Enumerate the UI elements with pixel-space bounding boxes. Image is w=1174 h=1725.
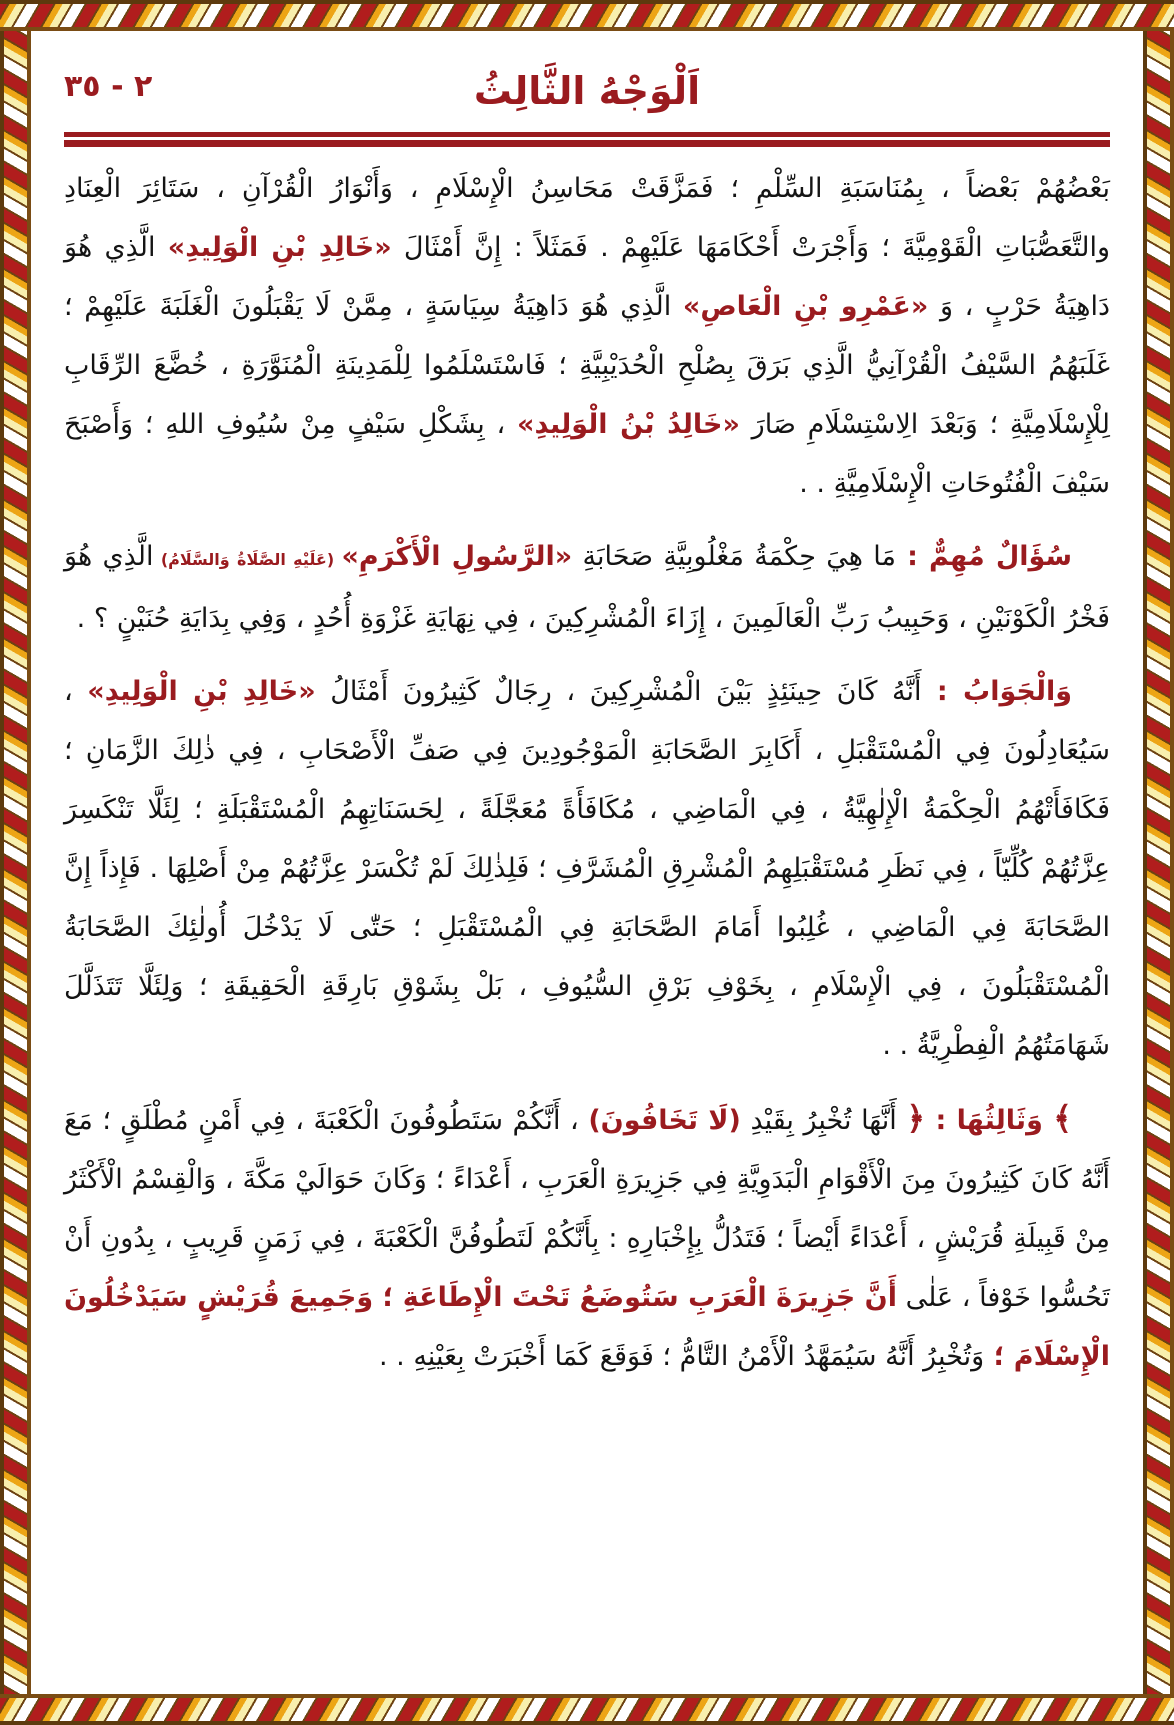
paragraph xyxy=(64,527,1110,648)
page-header xyxy=(64,61,1110,147)
ornamental-border-top xyxy=(0,0,1174,31)
third-point-label: وَثَالِثُهَا : xyxy=(925,1104,1054,1136)
ornamental-border-left xyxy=(0,0,31,1725)
text-segment: وَتُخْبِرُ أَنَّهُ سَيُمَهَّدُ الْأَمْنُ التَّامُّ ؛ فَوَقَعَ كَمَا أَخْبَرَتْ بِعَيْنِهِ . . xyxy=(378,1340,985,1372)
paragraph xyxy=(64,1089,1110,1386)
divider-line-thick xyxy=(64,140,1110,147)
divider-line-thin xyxy=(64,132,1110,137)
text-segment: الَّذِي هُوَ فَخْرُ الْكَوْنَيْنِ ، وَحَبِيبُ رَبِّ الْعَالَمِينَ ، إِزَاءَ الْمُشْرِكِينَ ، فِي نِهَايَةِ غَزْوَةِ أُحُدٍ ، وَفِي بِدَايَةِ حُنَيْنٍ ؟ . xyxy=(64,540,1110,634)
salawat-symbol: (عَلَيْهِ الصَّلَاةُ وَالسَّلَامُ) xyxy=(153,549,342,569)
text-segment: ، بِشَكْلِ سَيْفٍ مِنْ سُيُوفِ اللهِ ؛ وَأَصْبَحَ سَيْفَ الْفُتُوحَاتِ الْإِسْلَامِيَّةِ . . xyxy=(64,408,1110,499)
text-segment: الَّذِي هُوَ دَاهِيَةُ حَرْبٍ ، وَ xyxy=(64,231,1110,322)
page-number: ٢ - ٣٥ xyxy=(64,69,153,104)
ornamental-bracket: ﴿ xyxy=(906,1098,926,1137)
text-segment: الَّذِي هُوَ دَاهِيَةُ سِيَاسَةٍ ، مِمَّنْ لَا يَقْبَلُونَ الْغَلَبَةَ عَلَيْهِمْ ؛ غَلَبَهُمُ السَّيْفُ الْقُرْآنِيُّ الَّذِي بَرَقَ بِصُلْحِ الْحُدَيْبِيَّةِ ؛ فَاسْتَسْلَمُوا لِلْمَدِينَةِ الْمُنَوَّرَةِ ، خُضَّعَ الرِّقَابِ لِلْإِسْلَامِيَّةِ ؛ وَبَعْدَ الِاسْتِسْلَامِ صَارَ xyxy=(64,290,1111,440)
ornamental-bracket: ﴾ xyxy=(1053,1098,1072,1137)
text-segment: ، أَنَّكُمْ سَتَطُوفُونَ الْكَعْبَةَ ، فِي أَمْنٍ مُطْلَقٍ ؛ مَعَ أَنَّهُ كَانَ كَثِيرُونَ مِنَ الْأَقْوَامِ الْبَدَوِيَّةِ فِي جَزِيرَةِ الْعَرَبِ ، أَعْدَاءً ؛ وَكَانَ حَوَالَيْ مَكَّةَ ، وَالْقِسْمُ الْأَكْثَرُ مِنْ قَبِيلَةِ قُرَيْشٍ ، أَعْدَاءً أَيْضاً ؛ فَتَدُلُّ بِإِخْبَارِهِ : بِأَنَّكُمْ لَتَطُوفُنَّ الْكَعْبَةَ ، فِي زَمَنٍ قَرِيبٍ ، بِدُونِ أَنْ تَحُسُّوا خَوْفاً ، عَلٰى xyxy=(64,1104,1110,1313)
name-highlight-khalid: «خَالِدُ بْنُ الْوَلِيدِ» xyxy=(517,408,740,440)
question-label: سُؤَالٌ مُهِمٌّ : xyxy=(895,540,1072,572)
ornamental-border-bottom xyxy=(0,1694,1174,1725)
quran-quote: (لَا تَخَافُونَ) xyxy=(588,1104,741,1136)
text-segment: بَعْضُهُمْ بَعْضاً ، بِمُنَاسَبَةِ السِّلْمِ ؛ فَمَزَّقَتْ مَحَاسِنُ الْإِسْلَامِ ، وَأَنْوَارُ الْقُرْآنِ ، سَتَائِرَ الْعِنَادِ والتَّعَصُّبَاتِ الْقَوْمِيَّةَ ؛ وَأَجْرَتْ أَحْكَامَهَا عَلَيْهِمْ . فَمَثَلاً : إِنَّ أَمْثَالَ xyxy=(64,172,1111,263)
page-content xyxy=(31,31,1143,1694)
text-segment: مَا هِيَ حِكْمَةُ مَغْلُوبِيَّةِ صَحَابَةِ xyxy=(572,540,896,572)
ornamental-border-right xyxy=(1143,0,1174,1725)
header-divider xyxy=(64,132,1110,147)
answer-label: وَالْجَوَابُ : xyxy=(921,675,1073,707)
name-highlight-rasul: «الرَّسُولِ الْأَكْرَمِ» xyxy=(341,540,573,572)
name-highlight-amr: «عَمْرِو بْنِ الْعَاصِ» xyxy=(682,290,929,322)
emphasis-red: أَنَّ جَزِيرَةَ الْعَرَبِ سَتُوضَعُ تَحْتَ الْإِطَاعَةِ ؛ وَجَمِيعَ قُرَيْشٍ سَيَدْخُلُونَ الْإِسْلَامَ ؛ xyxy=(64,1281,1110,1372)
paragraph xyxy=(64,662,1110,1075)
text-segment: أَنَّهَا تُخْبِرُ بِقَيْدِ xyxy=(740,1104,907,1136)
body-text xyxy=(64,159,1110,1386)
name-highlight-khalid: «خَالِدِ بْنِ الْوَلِيدِ» xyxy=(167,231,392,263)
text-segment: ، سَيُعَادِلُونَ فِي الْمُسْتَقْبَلِ ، أَكَابِرَ الصَّحَابَةِ الْمَوْجُودِينَ فِي صَفِّ الْأَصْحَابِ ، فِي ذٰلِكَ الزَّمَانِ ؛ فَكَافَأَتْهُمُ الْحِكْمَةُ الْإِلٰهِيَّةُ ، فِي الْمَاضِي ، مُكَافَأَةً مُعَجَّلَةً ، لِحَسَنَاتِهِمُ الْمُسْتَقْبَلَةِ ؛ لِئَلَّا تَنْكَسِرَ عِزَّتُهُمْ كُلِّيّاً ، فِي نَظَرِ مُسْتَقْبَلِهِمُ الْمُشْرِقِ الْمُشَرَّفِ ؛ فَلِذٰلِكَ لَمْ تُكْسَرْ عِزَّتُهُمْ مِنْ أَصْلِهَا . فَإِذاً إِنَّ الصَّحَابَةَ فِي الْمَاضِي ، غُلِبُوا أَمَامَ الصَّحَابَةِ فِي الْمُسْتَقْبَلِ ؛ حَتّٰى لَا يَدْخُلَ أُولٰئِكَ الصَّحَابَةُ الْمُسْتَقْبَلُونَ ، فِي الْإِسْلَامِ ، بِخَوْفِ بَرْقِ السُّيُوفِ ، بَلْ بِشَوْقِ بَارِقَةِ الْحَقِيقَةِ ؛ وَلِئَلَّا تَتَذَلَّلَ شَهَامَتُهُمُ الْفِطْرِيَّةُ . . xyxy=(64,675,1110,1061)
text-segment: أَنَّهُ كَانَ حِينَئِذٍ بَيْنَ الْمُشْرِكِينَ ، رِجَالٌ كَثِيرُونَ أَمْثَالُ xyxy=(315,675,922,707)
paragraph xyxy=(64,159,1110,513)
name-highlight-khalid: «خَالِدِ بْنِ الْوَلِيدِ» xyxy=(87,675,316,707)
page-title: اَلْوَجْهُ الثَّالِثُ xyxy=(473,69,701,113)
